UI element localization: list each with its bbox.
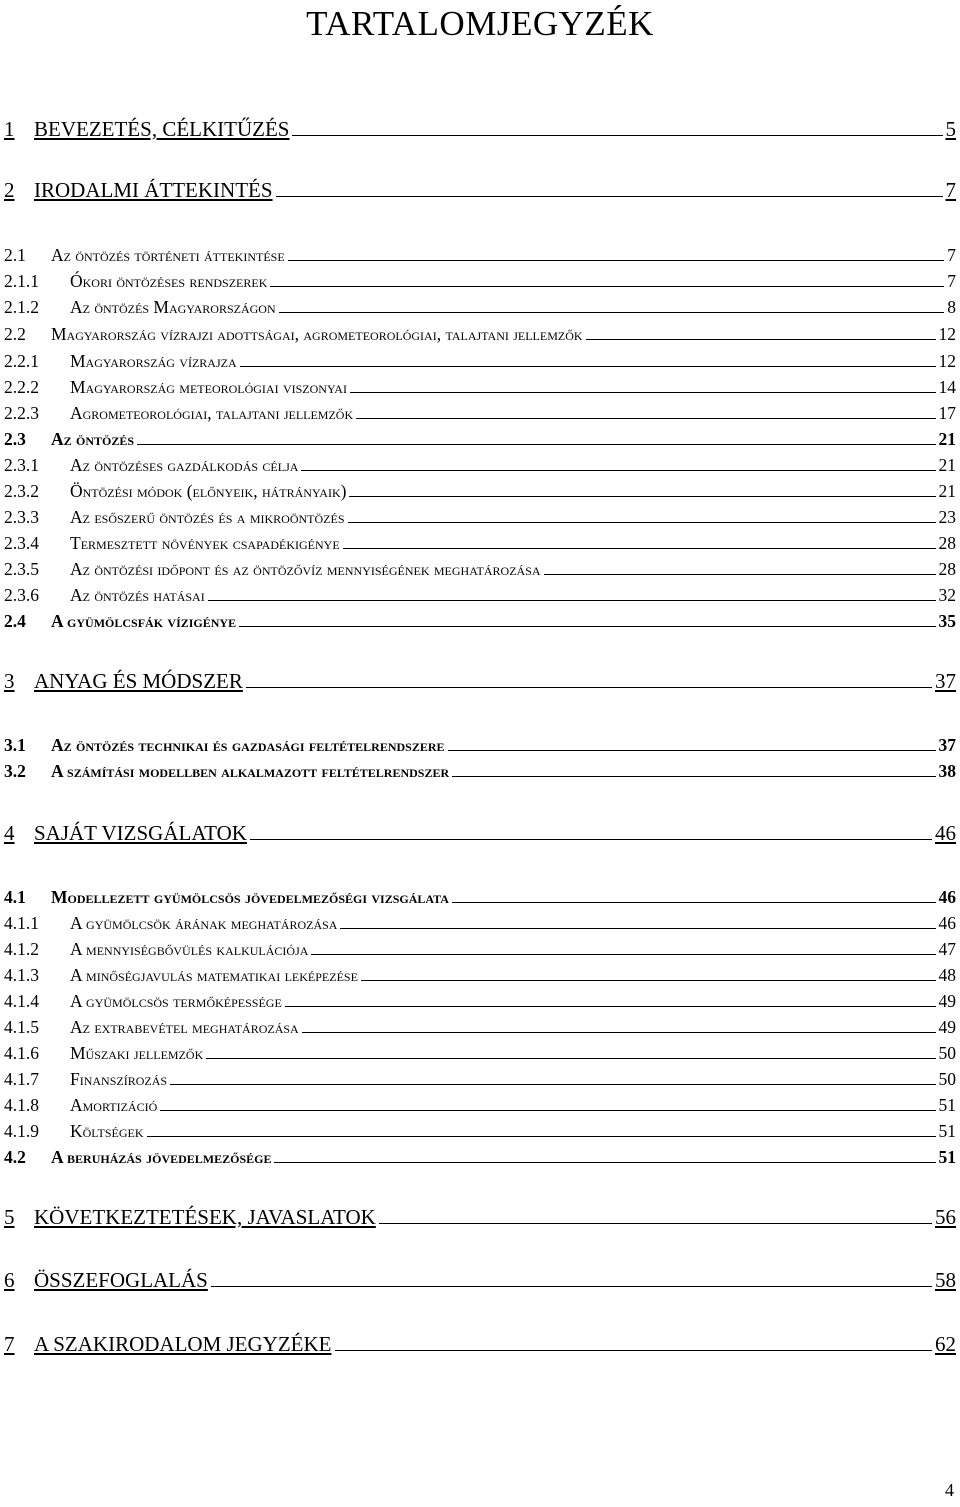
toc-entry-page: 23 (938, 507, 956, 527)
toc-entry[interactable] (4, 582, 956, 608)
toc-entry-label: ÖSSZEFOGLALÁS (34, 1268, 208, 1292)
toc-entry-page: 7 (945, 178, 956, 202)
toc-entry[interactable] (4, 1014, 956, 1040)
toc-entry-label: A SZAKIRODALOM JEGYZÉKE (34, 1332, 332, 1356)
toc-entry-page: 35 (938, 611, 956, 631)
toc-leader-line (279, 311, 945, 313)
toc-entry-label: BEVEZETÉS, CÉLKITŰZÉS (34, 117, 290, 141)
toc-entry-number: 2 (4, 178, 15, 202)
toc-leader-line (452, 775, 935, 777)
toc-entry-number: 4.1 (4, 887, 26, 907)
toc-leader-line (211, 1285, 932, 1287)
toc-leader-line (239, 625, 935, 627)
toc-entry-page: 7 (947, 271, 956, 291)
toc-entry-page: 49 (938, 991, 956, 1011)
toc-entry[interactable] (4, 1202, 956, 1232)
toc-entry-page: 37 (938, 735, 956, 755)
toc-entry[interactable] (4, 556, 956, 582)
toc-entry-page: 62 (935, 1332, 956, 1356)
toc-entry-number: 4.1.7 (4, 1069, 39, 1089)
toc-entry-number: 3.2 (4, 761, 26, 781)
toc-leader-line (240, 365, 936, 367)
toc-leader-line (301, 469, 935, 471)
toc-leader-line (343, 547, 936, 549)
toc-entry-page: 50 (938, 1069, 956, 1089)
toc-leader-line (285, 1005, 936, 1007)
toc-entry-page: 21 (938, 429, 956, 449)
toc-entry-number: 3 (4, 669, 15, 693)
toc-entry-label: Az esőszerű öntözés és a mikroöntözés (70, 507, 345, 527)
toc-leader-line (270, 285, 944, 287)
toc-entry[interactable] (4, 666, 956, 696)
toc-leader-line (208, 599, 936, 601)
toc-entry-number: 6 (4, 1268, 15, 1292)
toc-entry-label: Modellezett gyümölcsös jövedelmezőségi vizsgálata (51, 887, 449, 907)
toc-entry-page: 51 (938, 1147, 956, 1167)
toc-entry-page: 49 (938, 1017, 956, 1037)
toc-entry-label: Magyarország meteorológiai viszonyai (70, 377, 347, 397)
toc-leader-line (379, 1222, 932, 1224)
toc-entry[interactable] (4, 1265, 956, 1295)
toc-entry-number: 4.1.9 (4, 1121, 39, 1141)
toc-leader-line (160, 1109, 935, 1111)
toc-leader-line (349, 495, 935, 497)
toc-entry-number: 4.1.1 (4, 913, 39, 933)
toc-entry-page: 21 (938, 481, 956, 501)
toc-entry-label: Az öntözés hatásai (70, 585, 205, 605)
page-title: TARTALOMJEGYZÉK (306, 4, 654, 43)
toc-entry-page: 50 (938, 1043, 956, 1063)
toc-entry-number: 4.1.6 (4, 1043, 39, 1063)
toc-entry-label: ANYAG ÉS MÓDSZER (34, 669, 243, 693)
toc-entry-number: 2.3.1 (4, 455, 39, 475)
toc-entry-label: Az öntözés történeti áttekintése (51, 245, 285, 265)
toc-entry[interactable] (4, 294, 956, 320)
toc-entry-number: 2.3.4 (4, 533, 39, 553)
toc-entry[interactable] (4, 321, 956, 347)
toc-entry-number: 2.2.2 (4, 377, 39, 397)
toc-entry[interactable] (4, 504, 956, 530)
toc-entry-label: Költségek (70, 1121, 144, 1141)
toc-entry-page: 38 (938, 761, 956, 781)
toc-entry[interactable] (4, 242, 956, 268)
toc-entry-label: A beruházás jövedelmezősége (51, 1147, 272, 1167)
toc-entry-number: 7 (4, 1332, 15, 1356)
toc-entry[interactable] (4, 175, 956, 205)
toc-entry-page: 5 (945, 117, 956, 141)
toc-entry-page: 48 (938, 965, 956, 985)
toc-entry-number: 4.1.2 (4, 939, 39, 959)
toc-entry-number: 2.1.1 (4, 271, 39, 291)
toc-entry[interactable] (4, 1144, 956, 1170)
toc-entry[interactable] (4, 1066, 956, 1092)
toc-entry-label: Műszaki jellemzők (70, 1043, 204, 1063)
toc-leader-line (586, 338, 936, 340)
toc-entry[interactable] (4, 884, 956, 910)
toc-leader-line (302, 1031, 936, 1033)
toc-entry-page: 37 (935, 669, 956, 693)
toc-entry-page: 58 (935, 1268, 956, 1292)
toc-entry[interactable] (4, 962, 956, 988)
toc-entry[interactable] (4, 758, 956, 784)
toc-entry-number: 4.1.5 (4, 1017, 39, 1037)
toc-leader-line (170, 1083, 935, 1085)
toc-entry-number: 2.2.1 (4, 351, 39, 371)
toc-entry-label: A minőségjavulás matematikai leképezése (70, 965, 358, 985)
toc-leader-line (361, 979, 936, 981)
toc-entry-number: 4.2 (4, 1147, 26, 1167)
toc-entry[interactable] (4, 936, 956, 962)
toc-entry-number: 2.1.2 (4, 297, 39, 317)
toc-entry[interactable] (4, 1329, 956, 1359)
toc-entry-page: 21 (938, 455, 956, 475)
toc-leader-line (292, 134, 942, 136)
toc-entry-number: 2.3.3 (4, 507, 39, 527)
toc-entry-page: 12 (938, 324, 956, 344)
toc-entry-page: 28 (938, 559, 956, 579)
toc-entry[interactable] (4, 348, 956, 374)
toc-entry-number: 2.3.2 (4, 481, 39, 501)
toc-entry[interactable] (4, 910, 956, 936)
toc-entry[interactable] (4, 268, 956, 294)
toc-entry-label: Agrometeorológiai, talajtani jellemzők (70, 403, 354, 423)
toc-entry-page: 47 (938, 939, 956, 959)
toc-entry-label: Magyarország vízrajza (70, 351, 237, 371)
toc-entry-number: 4.1.8 (4, 1095, 39, 1115)
toc-entry-page: 46 (938, 913, 956, 933)
toc-entry[interactable] (4, 732, 956, 758)
toc-leader-line (340, 927, 935, 929)
toc-entry-label: A számítási modellben alkalmazott feltételrendszer (51, 761, 450, 781)
toc-entry-number: 3.1 (4, 735, 26, 755)
toc-entry-page: 32 (938, 585, 956, 605)
toc-entry[interactable] (4, 818, 956, 848)
toc-leader-line (311, 953, 935, 955)
toc-entry-label: KÖVETKEZTETÉSEK, JAVASLATOK (34, 1205, 376, 1229)
toc-entry-number: 2.4 (4, 611, 26, 631)
toc-entry-label: Amortizáció (70, 1095, 158, 1115)
toc-entry-label: SAJÁT VIZSGÁLATOK (34, 821, 247, 845)
toc-entry[interactable] (4, 400, 956, 426)
toc-leader-line (544, 573, 936, 575)
toc-entry-number: 2.2.3 (4, 403, 39, 423)
toc-entry-page: 28 (938, 533, 956, 553)
toc-entry-label: Finanszírozás (70, 1069, 168, 1089)
toc-entry-number: 2.3 (4, 429, 26, 449)
toc-leader-line (348, 521, 936, 523)
toc-leader-line (288, 259, 945, 261)
toc-leader-line (246, 686, 932, 688)
toc-entry-page: 46 (935, 821, 956, 845)
toc-leader-line (206, 1057, 935, 1059)
toc-entry-label: Öntözési módok (előnyeik, hátrányaik) (70, 481, 347, 501)
toc-entry-page: 8 (947, 297, 956, 317)
toc-entry-page: 7 (947, 245, 956, 265)
toc-entry-page: 46 (938, 887, 956, 907)
toc-entry[interactable] (4, 608, 956, 634)
toc-entry-number: 4.1.3 (4, 965, 39, 985)
toc-entry[interactable] (4, 452, 956, 478)
toc-entry-page: 56 (935, 1205, 956, 1229)
toc-leader-line (452, 901, 936, 903)
toc-entry[interactable] (4, 1118, 956, 1144)
toc-entry-label: Az öntözéses gazdálkodás célja (70, 455, 299, 475)
toc-entry-number: 4 (4, 821, 15, 845)
toc-entry-number: 2.2 (4, 324, 26, 344)
toc-entry[interactable] (4, 1040, 956, 1066)
toc-entry-label: Magyarország vízrajzi adottságai, agrometeorológiai, talajtani jellemzők (51, 324, 583, 344)
toc-entry-number: 4.1.4 (4, 991, 39, 1011)
toc-entry[interactable] (4, 1092, 956, 1118)
toc-entry-label: A gyümölcsös termőképessége (70, 991, 282, 1011)
toc-entry[interactable] (4, 530, 956, 556)
toc-leader-line (350, 391, 936, 393)
toc-entry[interactable] (4, 374, 956, 400)
toc-entry-page: 17 (938, 403, 956, 423)
toc-entry-label: Az extrabevétel meghatározása (70, 1017, 299, 1037)
toc-entry-label: IRODALMI ÁTTEKINTÉS (34, 178, 273, 202)
page-number: 4 (945, 1480, 954, 1500)
toc-entry-number: 1 (4, 117, 15, 141)
toc-leader-line (276, 195, 943, 197)
toc-entry-label: Ókori öntözéses rendszerek (70, 271, 268, 291)
toc-entry-label: Az öntözés Magyarországon (70, 297, 276, 317)
toc-entry-label: A gyümölcsök árának meghatározása (70, 913, 338, 933)
toc-entry-page: 12 (938, 351, 956, 371)
toc-entry-page: 14 (938, 377, 956, 397)
toc-leader-line (250, 838, 932, 840)
toc-entry-label: Termesztett növények csapadékigénye (70, 533, 340, 553)
toc-leader-line (274, 1161, 935, 1163)
toc-entry[interactable] (4, 478, 956, 504)
toc-entry-number: 5 (4, 1205, 15, 1229)
toc-entry-label: A gyümölcsfák vízigénye (51, 611, 237, 631)
toc-entry-page: 51 (938, 1121, 956, 1141)
toc-entry-number: 2.1 (4, 245, 26, 265)
toc-entry-number: 2.3.5 (4, 559, 39, 579)
toc-entry[interactable] (4, 988, 956, 1014)
toc-entry[interactable] (4, 114, 956, 144)
toc-entry-label: Az öntözési időpont és az öntözővíz mennyiségének meghatározása (70, 559, 541, 579)
toc-entry-label: Az öntözés (51, 429, 135, 449)
toc-leader-line (147, 1135, 936, 1137)
toc-entry[interactable] (4, 426, 956, 452)
toc-entry-label: Az öntözés technikai és gazdasági feltételrendszere (51, 735, 445, 755)
toc-leader-line (356, 417, 935, 419)
toc-entry-label: A mennyiségbővülés kalkulációja (70, 939, 309, 959)
toc-leader-line (335, 1349, 933, 1351)
toc-entry-page: 51 (938, 1095, 956, 1115)
toc-leader-line (448, 749, 936, 751)
toc-leader-line (137, 443, 935, 445)
toc-entry-number: 2.3.6 (4, 585, 39, 605)
